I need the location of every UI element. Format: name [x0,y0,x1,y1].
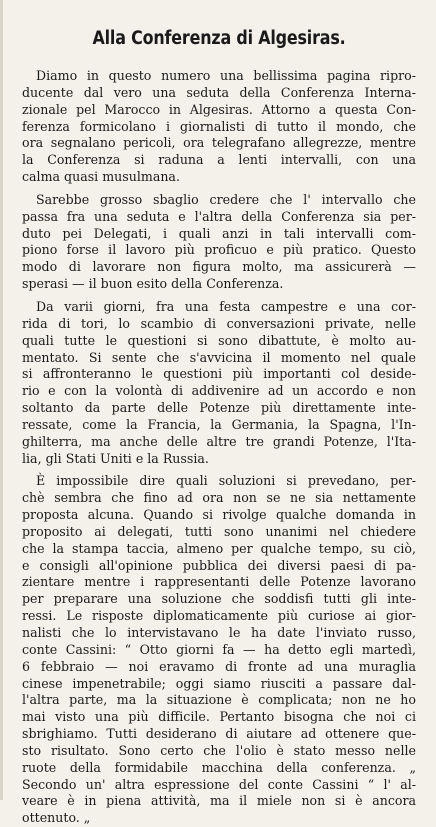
text-line: veare è in piena attività, ma il miele non si è ancora [22,793,416,809]
text-line: conte Cassini: “ Otto giorni fa — ha detto egli martedì, [22,641,416,657]
text-line: 6 febbraio — noi eravamo di fronte ad una muraglia [22,658,416,674]
text-line: piono forse il lavoro più proficuo e più pratico. Questo [22,242,416,258]
paragraph [22,68,416,186]
text-line: l'altra parte, ma la situazione è complicata; non ne ho [22,692,416,708]
text-line: sperasi — il buon esito della Conferenza. [22,276,284,292]
text-line: passa fra una seduta e l'altra della Conferenza sia per- [22,208,416,224]
text-line: quali tutte le questioni si sono dibattute, è molto au- [22,332,416,348]
text-line: nalisti che lo intervistavano le ha date l'inviato russo, [22,625,416,640]
paragraph [22,473,416,827]
text-line: ruote della formidabile macchina della conferenza. „ [22,759,416,775]
text-line: Sarebbe grosso sbaglio credere che l' intervallo che [36,191,416,207]
text-line: e consigli all'opinione pubblica dei diversi paesi di pa- [22,557,416,573]
text-line: ferenza formicolano i giornalisti di tutto il mondo, che [22,118,416,134]
text-line: modo di lavorare non figura molto, ma assicurerà — [22,259,416,275]
text-line: ghilterra, ma anche delle altre tre grandi Potenze, l'Ita- [22,433,416,449]
text-line: chè sembra che fino ad ora non se ne sia nettamente [22,490,416,506]
text-line: cinese impenetrabile; oggi siamo riusciti a passare dal- [22,675,416,691]
text-line: calma quasi musulmana. [22,169,180,185]
text-line: ottenuto. „ [22,810,91,826]
text-line: mai visto una più difficile. Pertanto bisogna che noi ci [22,709,416,725]
text-line: È impossibile dire quali soluzioni si prevedano, per- [36,473,416,489]
article-body [22,68,416,827]
text-line: Diamo in questo numero una bellissima pagina ripro- [36,68,416,83]
text-line: si affronteranno le questioni più importanti col deside- [22,366,416,382]
text-line: ducente dal vero una seduta della Conferenza Interna- [22,84,416,100]
text-line: mentato. Si sente che s'avvicina il momento nel quale [22,349,416,365]
text-line: Da varii giorni, fra una festa campestre e una cor- [36,298,416,314]
text-line: rio e con la volontà di addivenire ad un accordo e non [22,383,416,399]
text-line: sto risultato. Sono certo che l'olio è stato messo nelle [22,742,416,758]
text-line: ressi. Le risposte diplomaticamente più curiose ai gior- [22,608,416,624]
paragraph [22,299,416,467]
text-line: rida di tori, lo scambio di conversazioni private, nelle [22,315,416,331]
text-line: zionale pel Marocco in Algesiras. Attorno a questa Con- [22,101,416,117]
text-line: la Conferenza si raduna a lenti intervalli, con una [22,152,416,168]
text-line: duto pei Delegati, i quali anzi in tali intervalli com- [22,225,416,241]
text-line: soltanto da parte delle Potenze più direttamente inte- [22,400,416,416]
text-line: sbrighiamo. Tutti desiderano di aiutare ad ottenere que- [22,726,416,742]
text-line: zientare mentre i rappresentanti delle Potenze lavorano [22,574,416,590]
article-title: Alla Conferenza di Algesiras. [92,28,346,49]
text-line: che la stampa taccia, almeno per qualche tempo, su ciò, [22,540,416,556]
text-line: lia, gli Stati Uniti e la Russia. [22,450,209,466]
text-line: ressate, come la Francia, la Germania, la Spagna, l'In- [22,416,416,432]
text-line: ora segnalano pericoli, ora telegrafano allegrezze, mentre [22,135,416,151]
text-line: proposta alcuna. Quando si rivolge qualche domanda in [22,507,416,523]
text-line: per preparare una soluzione che soddisfi tutti gli inte- [22,591,416,607]
text-line: proposito ai delegati, tutti sono unanimi nel chiedere [22,523,416,539]
paragraph [22,192,416,293]
text-line: Secondo un' altra espressione del conte Cassini “ l' al- [22,776,416,792]
